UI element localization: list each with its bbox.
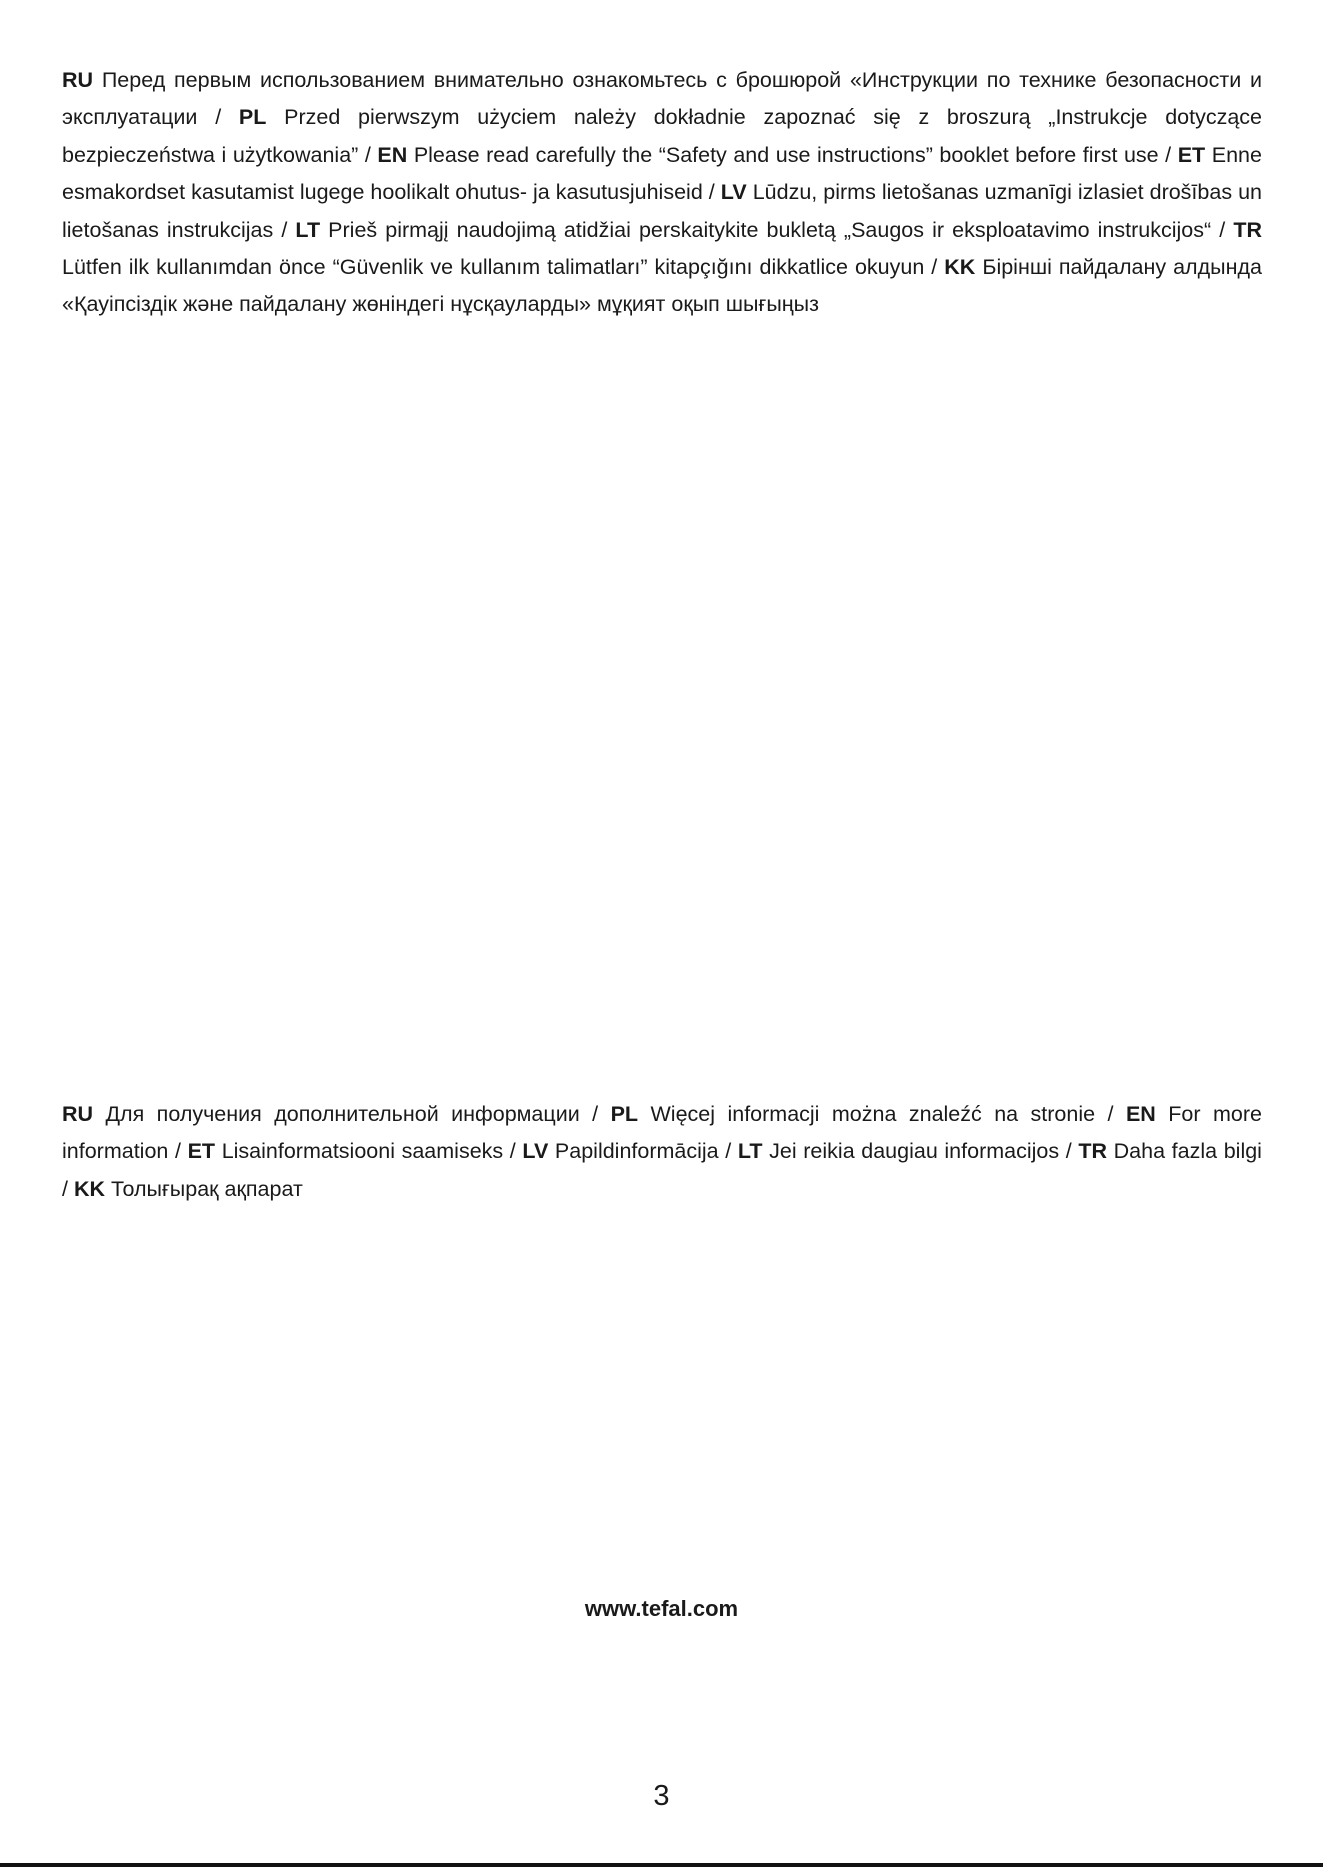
safety-text-kk: Бірінші пайдалану алдында «Қауіпсіздік және пайдалану жөніндегі нұсқауларды» мұқият оқып шығыңыз	[62, 255, 1262, 317]
separator: /	[1107, 1102, 1114, 1126]
safety-text-lt: Prieš pirmąjį naudojimą atidžiai perskaitykite bukletą „Saugos ir eksploatavimo instrukcijos“	[328, 217, 1212, 242]
lang-code-kk: KK	[944, 255, 976, 280]
safety-text-ru: Перед первым использованием внимательно ознакомьтесь с брошюрой «Инструкции по технике безопасности и эксплуатации	[62, 68, 1262, 130]
info-text-et: Lisainformatsiooni saamiseks	[221, 1139, 504, 1164]
lang-code-lt: LT	[295, 217, 321, 242]
info-text-kk: Толығырақ ақпарат	[111, 1176, 303, 1201]
info-text-tr: Daha fazla bilgi	[1113, 1139, 1262, 1164]
safety-notice-en	[377, 143, 1177, 167]
separator: /	[592, 1102, 599, 1126]
separator: /	[725, 1139, 732, 1164]
safety-notice-lt	[295, 218, 1233, 242]
separator: /	[364, 142, 371, 167]
lang-code-en: EN	[377, 142, 408, 167]
lang-code-et: ET	[1177, 142, 1206, 167]
separator: /	[509, 1139, 516, 1164]
more-info-ru	[62, 1102, 611, 1126]
info-text-lv: Papildinformācija	[554, 1139, 719, 1164]
lang-code-kk: KK	[73, 1176, 106, 1201]
bottom-rule	[0, 1863, 1323, 1867]
separator: /	[215, 105, 222, 130]
separator: /	[1165, 142, 1172, 167]
lang-code-pl: PL	[238, 105, 267, 130]
separator: /	[174, 1139, 181, 1164]
page-number: 3	[653, 1780, 670, 1812]
more-info-kk	[74, 1177, 303, 1201]
lang-code-pl: PL	[610, 1102, 639, 1126]
safety-text-et: Enne esmakordset kasutamist lugege hoolikalt ohutus- ja kasutusjuhiseid	[62, 142, 1262, 205]
separator: /	[1065, 1139, 1072, 1164]
safety-notice-paragraph	[62, 62, 1262, 324]
lang-code-en: EN	[1125, 1102, 1156, 1126]
more-info-lt	[738, 1139, 1078, 1163]
safety-text-tr: Lütfen ilk kullanımdan önce “Güvenlik ve kullanım talimatları” kitapçığını dikkatlice okuyun	[62, 255, 925, 280]
separator: /	[281, 217, 288, 242]
more-info-pl	[611, 1102, 1126, 1126]
separator: /	[1219, 217, 1226, 242]
separator: /	[62, 1176, 68, 1201]
lang-code-ru: RU	[62, 1102, 94, 1126]
separator: /	[708, 180, 715, 205]
separator: /	[931, 255, 938, 280]
lang-code-tr: TR	[1233, 217, 1262, 242]
info-text-lt: Jei reikia daugiau informacijos	[769, 1139, 1060, 1164]
safety-text-lv: Lūdzu, pirms lietošanas uzmanīgi izlasiet drošības un lietošanas instrukcijas	[62, 180, 1262, 242]
more-info-et	[188, 1139, 523, 1163]
lang-code-tr: TR	[1078, 1139, 1108, 1164]
more-info-lv	[522, 1139, 737, 1163]
safety-text-en: Please read carefully the “Safety and use instructions” booklet before first use	[413, 142, 1159, 167]
website-link[interactable]: www.tefal.com	[584, 1596, 739, 1621]
lang-code-lv: LV	[720, 180, 747, 205]
lang-code-lv: LV	[522, 1139, 549, 1164]
info-text-en: For more information	[62, 1102, 1262, 1164]
safety-text-pl: Przed pierwszym użyciem należy dokładnie zapoznać się z broszurą „Instrukcje dotyczące bezpieczeństwa i użytkowania”	[62, 105, 1262, 167]
info-text-ru: Для получения дополнительной информации	[105, 1102, 580, 1126]
info-text-pl: Więcej informacji można znaleźć na stronie	[650, 1102, 1096, 1126]
lang-code-ru: RU	[62, 68, 94, 92]
more-info-paragraph	[62, 1096, 1262, 1208]
lang-code-et: ET	[187, 1139, 216, 1164]
lang-code-lt: LT	[737, 1139, 763, 1164]
